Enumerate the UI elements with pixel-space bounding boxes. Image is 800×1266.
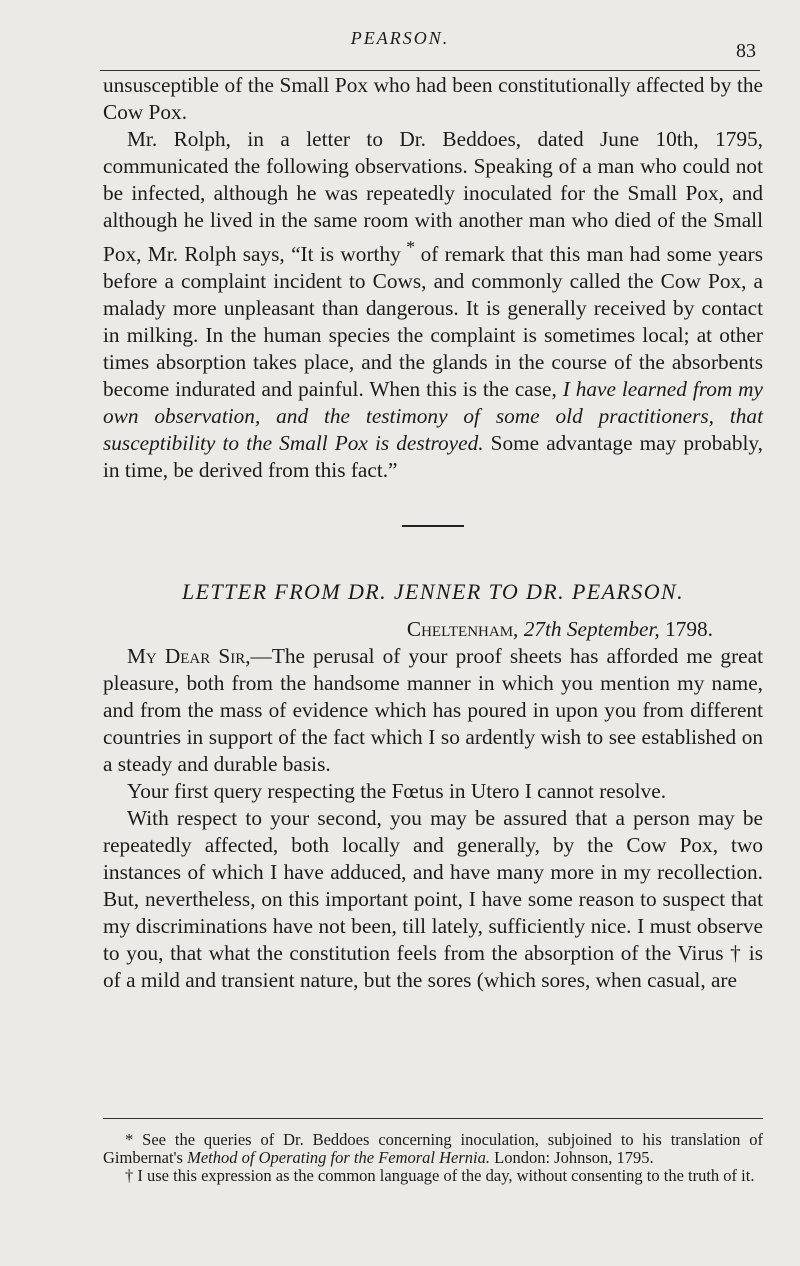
paragraph-rolph [103,126,763,484]
paragraph-text: of remark that this man had some years before a complaint incident to Cows, and commonly called the Cow Pox, a malady more unpleasant than dangerous. It is generally received by contact in milking. In the human species the complaint is sometimes local; at other times absorption takes place, and the glands in the course of the absorbents become indurated and painful. When this is the case, [103,242,764,402]
footnote-marker: * [400,237,421,257]
footnote-title: Method of Operating for the Femoral Hernia. [187,1148,491,1167]
footnote-2: † I use this expression as the common language of the day, without consenting to the truth of it. [125,1166,755,1185]
paragraph-text: With respect to your second, you may be assured that a person may be repeatedly affected, both locally and generally, by the Cow Pox, two instances of which I have adduced, and have many more in my recollection. But, nevertheless, on this important point, I have some reason to suspect that my discriminations have not been, till lately, sufficiently nice. I must observe to you, that what the constitution feels from the absorption of the Virus [103,806,763,966]
letter-year: 1798. [665,617,713,642]
paragraph-query: Your first query respecting the Fœtus in Utero I cannot resolve. [127,779,667,804]
letter-title: LETTER FROM DR. JENNER TO DR. PEARSON. [182,579,684,605]
italic-quote: I have learned from my own observation, and the testimony of some old practitioners, that susceptibility to the Small Pox is destroyed. [103,377,764,456]
footnote-rule [103,1118,763,1119]
paragraph-text: Some advantage may probably, in time, be derived from this fact.” [103,431,763,483]
page-number: 83 [736,40,756,62]
paragraph-salutation [103,643,763,778]
section-divider [402,525,464,527]
paragraph-text: Mr. Rolph, in a letter to Dr. Beddoes, dated June 10th, 1795, communicated the following observations. Speaking of a man who could not be infected, although he was repeatedly inoculated for the Small Pox, and although he lived in the same room with another man who died of the Small Pox, Mr. Rolph says, “It is worthy [103,127,763,267]
running-head: PEARSON. [350,28,450,48]
footnote-text: * See the queries of Dr. Beddoes concerning inoculation, subjoined to his translation of Gimbernat's [103,1130,763,1167]
footnote-marker: † [723,941,749,966]
letter-place: Cheltenham, [406,617,519,642]
paragraph-second [103,805,763,994]
letter-date: 27th September, [523,617,660,642]
footnote-1 [103,1131,763,1167]
paragraph-text: is of a mild and transient nature, but the sores (which sores, when casual, are [103,941,764,993]
footnotes [103,1131,763,1185]
letter-dateline [103,616,763,643]
body-text [103,72,763,994]
salutation: My Dear Sir, [127,644,251,669]
footnote-text: London: Johnson, 1795. [490,1148,654,1167]
header-rule [100,70,760,71]
paragraph-text: —The perusal of your proof sheets has afforded me great pleasure, both from the handsome manner in which you mention my name, and from the mass of evidence which has poured in upon you from different countries in support of the fact which I so ardently wish to see established on a steady and durable basis. [103,644,763,777]
paragraph: unsusceptible of the Small Pox who had been constitutionally affected by the Cow Pox. [103,73,763,124]
